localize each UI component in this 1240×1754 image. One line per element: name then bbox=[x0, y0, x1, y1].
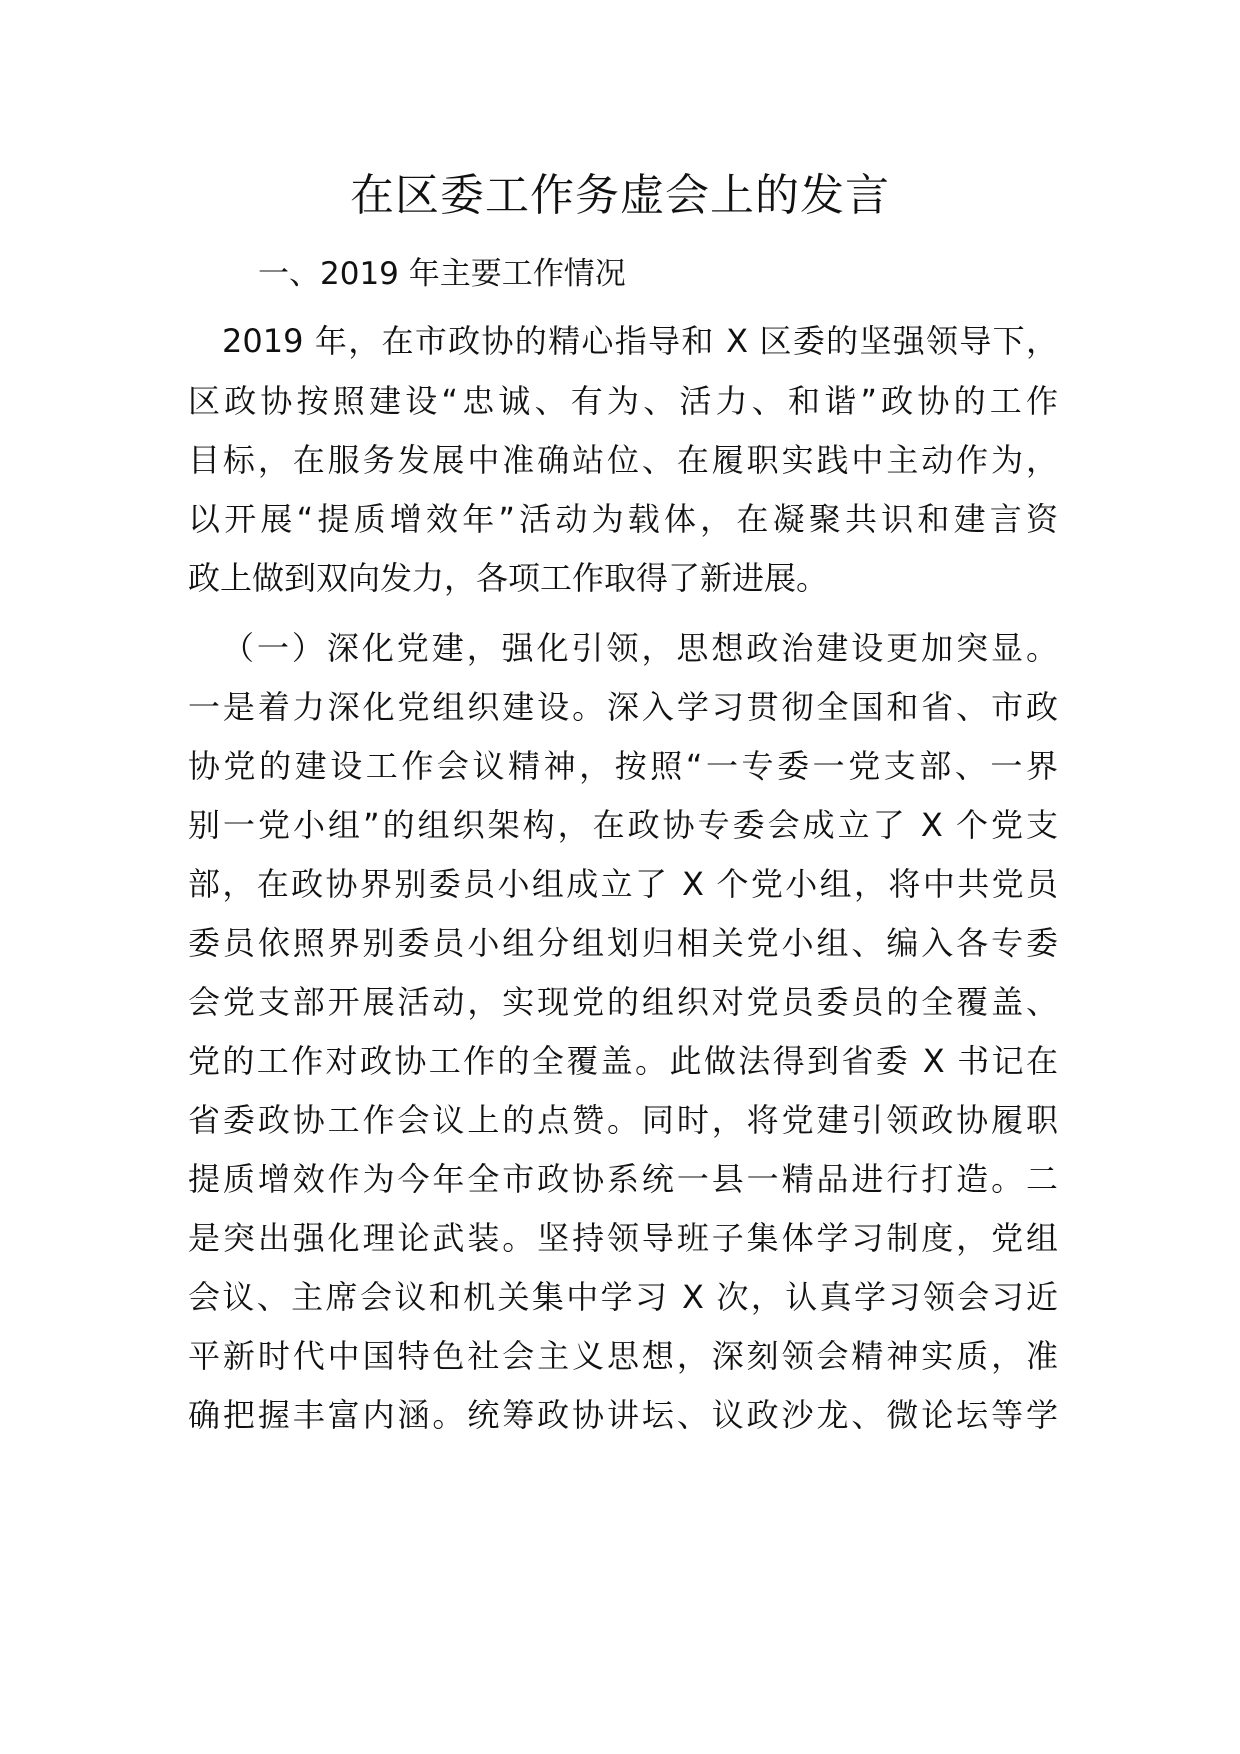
paragraph-2-line: 提质增效作为今年全市政协系统一县一精品进行打造。二 bbox=[188, 1160, 1058, 1198]
paragraph-2-line: 平新时代中国特色社会主义思想，深刻领会精神实质，准 bbox=[188, 1337, 1058, 1375]
paragraph-1-line: 区政协按照建设“忠诚、有为、活力、和谐”政协的工作 bbox=[188, 382, 1058, 420]
paragraph-2-line: 确把握丰富内涵。统筹政协讲坛、议政沙龙、微论坛等学 bbox=[188, 1396, 1058, 1434]
paragraph-1-line: 以开展“提质增效年”活动为载体，在凝聚共识和建言资 bbox=[188, 500, 1058, 538]
paragraph-2-line: 协党的建设工作会议精神，按照“一专委一党支部、一界 bbox=[188, 747, 1058, 785]
paragraph-2-line: 会议、主席会议和机关集中学习 X 次，认真学习领会习近 bbox=[188, 1278, 1058, 1316]
paragraph-2-line: 是突出强化理论武装。坚持领导班子集体学习制度，党组 bbox=[188, 1219, 1058, 1257]
paragraph-1-line: 目标，在服务发展中准确站位、在履职实践中主动作为， bbox=[188, 441, 1058, 479]
paragraph-2-line: 会党支部开展活动，实现党的组织对党员委员的全覆盖、 bbox=[188, 983, 1058, 1021]
paragraph-1-line: 政上做到双向发力，各项工作取得了新进展。 bbox=[188, 559, 829, 597]
document-title: 在区委工作务虚会上的发言 bbox=[350, 170, 890, 221]
section-heading: 一、2019 年主要工作情况 bbox=[258, 256, 626, 292]
paragraph-2-line: （一）深化党建，强化引领，思想政治建设更加突显。 bbox=[222, 629, 1058, 667]
paragraph-2-line: 一是着力深化党组织建设。深入学习贯彻全国和省、市政 bbox=[188, 688, 1058, 726]
paragraph-2-line: 部，在政协界别委员小组成立了 X 个党小组，将中共党员 bbox=[188, 865, 1058, 903]
paragraph-2-line: 别一党小组”的组织架构，在政协专委会成立了 X 个党支 bbox=[188, 806, 1058, 844]
paragraph-2-line: 党的工作对政协工作的全覆盖。此做法得到省委 X 书记在 bbox=[188, 1042, 1058, 1080]
paragraph-2-line: 委员依照界别委员小组分组划归相关党小组、编入各专委 bbox=[188, 924, 1058, 962]
paragraph-2-line: 省委政协工作会议上的点赞。同时，将党建引领政协履职 bbox=[188, 1101, 1058, 1139]
paragraph-1-line: 2019 年，在市政协的精心指导和 X 区委的坚强领导下， bbox=[222, 322, 1058, 360]
